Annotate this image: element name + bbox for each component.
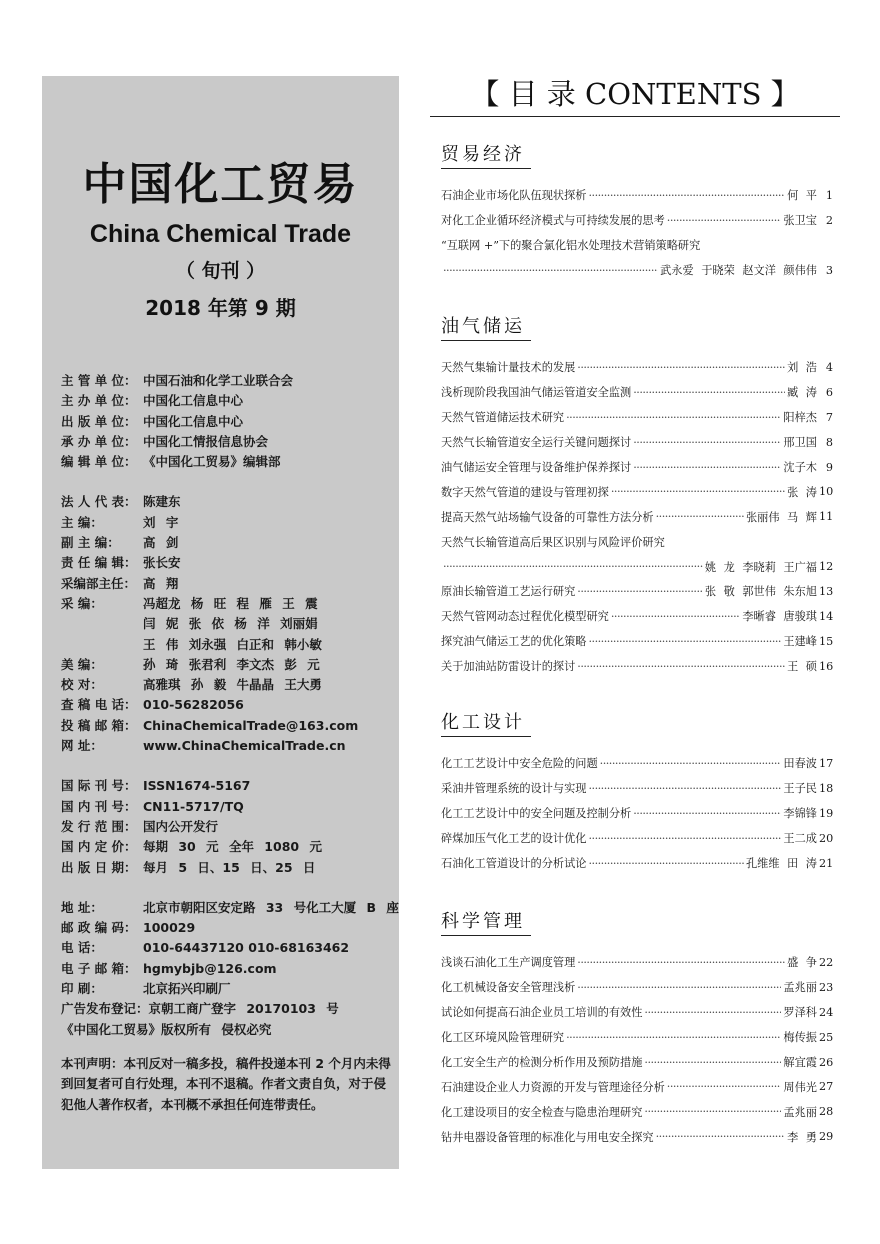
toc-entry-title: 天然气长输管道高后果区识别与风险评价研究 <box>441 535 665 549</box>
info-label: 承 办 单 位： <box>61 433 137 449</box>
toc-entry-author: 周伟光 <box>783 1080 817 1094</box>
info-label: 查 稿 电 话： <box>61 697 137 713</box>
toc-entry-title: 天然气集输计量技术的发展 <box>441 361 576 375</box>
toc-entry[interactable] <box>441 975 833 1000</box>
toc-entry-author: 李锦锋 <box>783 807 817 821</box>
toc-entry-page: 25 <box>819 1030 834 1044</box>
toc-entry-author: 王 硕 <box>787 660 817 674</box>
info-value: 高雅琪 孙 毅 牛晶晶 王大勇 <box>143 677 322 693</box>
toc-entry-author: 刘 浩 <box>787 361 817 375</box>
toc-entry[interactable] <box>441 258 833 283</box>
info-row <box>61 371 396 391</box>
info-label: 国 际 刊 号： <box>61 778 137 794</box>
toc-entry-title: 原油长输管道工艺运行研究 <box>441 585 576 599</box>
info-group-publication <box>61 776 396 877</box>
toc-entry-author: 王建峰 <box>783 635 817 649</box>
masthead-panel <box>42 76 399 1169</box>
toc-entry[interactable] <box>441 629 833 654</box>
toc-entry-title: 油气储运安全管理与设备维护保养探讨 <box>441 461 632 474</box>
info-row <box>61 492 396 512</box>
toc-entry[interactable] <box>441 1099 833 1124</box>
toc-entry-title: 试论如何提高石油企业员工培训的有效性 <box>441 1006 643 1020</box>
toc-entry-page: 20 <box>819 831 834 845</box>
info-label: 责 任 编 辑： <box>61 555 137 571</box>
toc-dot-leader <box>611 485 785 498</box>
info-row <box>61 716 396 736</box>
info-label: 国 内 定 价： <box>61 839 137 855</box>
toc-entry[interactable] <box>441 801 833 826</box>
section-title: 科学管理 <box>441 907 531 936</box>
toc-dot-leader <box>443 264 658 277</box>
info-row <box>61 858 396 878</box>
info-value: 每期 30 元 全年 1080 元 <box>143 839 322 855</box>
toc-entry[interactable] <box>441 455 833 480</box>
toc-entry-title: 石油建设企业人力资源的开发与管理途径分析 <box>441 1080 665 1094</box>
info-value: 陈建东 <box>143 494 181 510</box>
contents-header <box>430 68 840 117</box>
toc-entry-author: 王子民 <box>783 782 817 796</box>
info-value: 100029 <box>143 920 196 936</box>
editorial-notice: 本刊声明：本刊反对一稿多投，稿件投递本刊 2 个月内未得到回复者可自行处理，本刊不退稿。作者文责自负，对于侵犯他人著作权者，本刊概不承担任何连带责任。 <box>61 1055 391 1112</box>
toc-entry-author: 沈子木 <box>783 461 817 474</box>
toc-entry-author: 孟兆丽 <box>783 1105 817 1119</box>
toc-entry-author: 武永爱 于晓荣 赵文洋 颜伟伟 <box>660 264 817 278</box>
magazine-title-en: China Chemical Trade <box>89 220 352 248</box>
info-row <box>61 614 396 634</box>
toc-entry-title: 化工工艺设计中的安全问题及控制分析 <box>441 807 632 821</box>
toc-dot-leader <box>588 857 743 870</box>
info-label: 美 编： <box>61 656 103 672</box>
info-label: 主 办 单 位： <box>61 393 137 409</box>
contents-heading: 【 目 录 CONTENTS 】 <box>470 77 800 111</box>
toc-entry-title: 天然气管网动态过程优化模型研究 <box>441 610 609 624</box>
info-label: 印 刷： <box>61 981 103 997</box>
toc-entry[interactable] <box>441 579 833 604</box>
toc-entry[interactable] <box>441 851 833 876</box>
issue-number: 2018 年第 9 期 <box>145 296 296 320</box>
info-value: hgmybjb@126.com <box>143 960 277 976</box>
toc-dot-leader <box>644 1006 781 1019</box>
info-row <box>61 797 396 817</box>
info-value: 张长安 <box>143 555 181 571</box>
toc-entry-page: 8 <box>825 435 833 449</box>
info-value: 闫 妮 张 依 杨 洋 刘丽娟 <box>143 616 318 632</box>
toc-dot-leader <box>577 361 785 374</box>
toc-dot-leader <box>577 585 703 598</box>
toc-entry-title: 化工安全生产的检测分析作用及预防措施 <box>441 1056 643 1069</box>
toc-entry-title: 对化工企业循环经济模式与可持续发展的思考 <box>441 214 665 228</box>
toc-entry-author: 何 平 <box>787 189 817 203</box>
info-row <box>61 918 396 938</box>
toc-entry-title: 采油井管理系统的设计与实现 <box>441 782 587 796</box>
toc-entry-page: 19 <box>819 806 834 820</box>
toc-entry-page: 21 <box>819 856 834 870</box>
info-row <box>61 594 396 614</box>
toc-entry[interactable] <box>441 826 833 851</box>
info-label <box>61 614 143 634</box>
info-label: 电 子 邮 箱： <box>61 960 137 976</box>
toc-dot-leader <box>577 660 785 673</box>
toc-entry-page: 16 <box>819 659 834 673</box>
toc-dot-leader <box>656 510 744 523</box>
info-value: 王 伟 刘永强 白正和 韩小敏 <box>143 636 322 652</box>
publication-info <box>61 371 399 1115</box>
toc-entry-page: 23 <box>819 980 834 994</box>
toc-entry-page: 15 <box>819 634 834 648</box>
section-title: 贸易经济 <box>441 140 531 169</box>
toc-entry-page: 29 <box>819 1130 834 1144</box>
info-label: 出 版 日 期： <box>61 859 137 875</box>
toc-entry-title: 化工建设项目的安全检查与隐患治理研究 <box>441 1105 643 1119</box>
info-value: 中国化工情报信息协会 <box>143 433 269 449</box>
toc-entry[interactable] <box>441 504 833 529</box>
toc-dot-leader <box>577 956 785 969</box>
toc-dot-leader <box>566 411 781 424</box>
info-row <box>61 391 396 411</box>
toc-entry[interactable] <box>441 479 833 504</box>
toc-entry-page: 11 <box>819 510 834 524</box>
info-label: 出 版 单 位： <box>61 413 137 429</box>
toc-entry-page: 2 <box>825 213 833 227</box>
info-group-organizations <box>61 371 396 472</box>
info-value: 北京市朝阳区安定路 33 号化工大厦 B 座 <box>143 899 399 915</box>
info-value: 010-56282056 <box>143 697 244 713</box>
toc-entry-title: 石油企业市场化队伍现状探析 <box>441 189 587 203</box>
toc-entry-page: 6 <box>825 385 833 399</box>
info-row <box>61 635 396 655</box>
toc-entry-author: 阳梓杰 <box>783 411 817 425</box>
info-label: 电 话： <box>61 940 103 956</box>
info-row <box>61 432 396 452</box>
toc-entry[interactable] <box>441 233 833 258</box>
toc-dot-leader <box>588 635 781 648</box>
toc-entry-author: 臧 涛 <box>787 386 817 400</box>
info-row <box>61 553 396 573</box>
toc-dot-leader <box>656 1130 785 1143</box>
toc-entry[interactable] <box>441 604 833 629</box>
toc-entry-page: 4 <box>825 360 833 374</box>
toc-entry[interactable] <box>441 1124 833 1149</box>
magazine-title-cn: 中国化工贸易 <box>82 159 359 210</box>
toc-entry[interactable] <box>441 430 833 455</box>
info-value: 中国化工信息中心 <box>143 413 244 429</box>
toc-dot-leader <box>633 461 781 474</box>
info-label: 编 辑 单 位： <box>61 454 137 470</box>
toc-entry-title: 浅谈石油化工生产调度管理 <box>441 956 576 970</box>
info-row <box>61 736 396 756</box>
toc-entry-title: 探究油气储运工艺的优化策略 <box>441 635 587 649</box>
toc-entry-author: 姚 龙 李晓莉 王广福 <box>704 560 817 574</box>
toc-entry[interactable] <box>441 183 833 208</box>
info-row <box>61 938 396 958</box>
toc-entry-author: 盛 争 <box>787 956 817 970</box>
toc-dot-leader <box>577 981 781 994</box>
info-label: 采编部主任： <box>61 575 137 591</box>
toc-entry-author: 王二成 <box>783 832 817 846</box>
toc-entry-page: 13 <box>819 584 834 598</box>
toc-entry-title: 钻井电器设备管理的标准化与用电安全探究 <box>441 1130 654 1144</box>
toc-entry-title: 化工工艺设计中安全危险的问题 <box>441 757 598 771</box>
info-label: 发 行 范 围： <box>61 818 137 834</box>
toc-entry-author: 田春波 <box>783 757 817 771</box>
info-label <box>61 635 143 655</box>
toc-entry-page: 26 <box>819 1055 834 1069</box>
toc-dot-leader <box>443 560 703 573</box>
info-label: 地 址： <box>61 899 103 915</box>
section-title: 化工设计 <box>441 708 531 737</box>
toc-entry-author: 邢卫国 <box>783 436 817 450</box>
toc-entry-page: 22 <box>819 955 834 969</box>
toc-entry-title: 提高天然气站场输气设备的可靠性方法分析 <box>441 510 654 524</box>
toc-entry-author: 张 涛 <box>787 485 817 499</box>
info-label: 投 稿 邮 箱： <box>61 717 137 733</box>
toc-entry-author: 张卫宝 <box>783 214 817 228</box>
toc-entry-author: 孔维维 田 涛 <box>745 857 817 870</box>
toc-entry[interactable] <box>441 751 833 776</box>
info-row <box>61 655 396 675</box>
info-value: 《中国化工贸易》编辑部 <box>143 454 281 470</box>
section-title: 油气储运 <box>441 312 531 341</box>
toc-entry[interactable] <box>441 1074 833 1099</box>
toc-entry-title: 关于加油站防雷设计的探讨 <box>441 660 576 674</box>
info-row <box>61 574 396 594</box>
section-chemical-design <box>441 708 833 875</box>
info-row <box>61 837 396 857</box>
toc-dot-leader <box>600 757 782 770</box>
toc-dot-leader <box>633 807 781 820</box>
toc-entry[interactable] <box>441 355 833 380</box>
toc-entry-page: 14 <box>819 609 834 623</box>
toc-entry[interactable] <box>441 776 833 801</box>
toc-entry[interactable] <box>441 654 833 679</box>
toc-entry-author: 罗泽科 <box>783 1006 817 1020</box>
info-row <box>61 513 396 533</box>
toc-entry-page: 10 <box>819 485 834 499</box>
info-value: www.ChinaChemicalTrade.cn <box>143 738 346 754</box>
toc-entry-page: 7 <box>825 410 833 424</box>
info-row <box>61 776 396 796</box>
toc-entry[interactable] <box>441 405 833 430</box>
toc-entry[interactable] <box>441 1000 833 1025</box>
toc-dot-leader <box>644 1056 781 1069</box>
info-value: 中国化工信息中心 <box>143 393 244 409</box>
toc-entry-title: 数字天然气管道的建设与管理初探 <box>441 485 609 499</box>
info-value: CN11-5717/TQ <box>143 798 244 814</box>
toc-entry[interactable] <box>441 1050 833 1075</box>
info-value: 北京拓兴印刷厂 <box>143 981 231 997</box>
info-row <box>61 979 396 999</box>
info-row <box>61 695 396 715</box>
info-value: ISSN1674-5167 <box>143 778 251 794</box>
toc-entry-author: 孟兆丽 <box>783 981 817 995</box>
section-oil-gas-storage <box>441 312 833 679</box>
toc-entry[interactable] <box>441 529 833 554</box>
info-label: 主 编： <box>61 514 103 530</box>
publication-frequency: （ 旬刊 ） <box>175 260 266 282</box>
toc-dot-leader <box>588 189 785 202</box>
toc-entry-title: 天然气管道储运技术研究 <box>441 411 565 425</box>
toc-entry-author: 梅传振 <box>783 1031 817 1045</box>
toc-entry[interactable] <box>441 950 833 975</box>
toc-entry-author: 张丽伟 马 辉 <box>745 510 817 524</box>
toc-entry-title: 化工区环境风险管理研究 <box>441 1031 565 1045</box>
toc-dot-leader <box>667 1080 782 1093</box>
info-row <box>61 675 396 695</box>
toc-entry-page: 28 <box>819 1105 834 1119</box>
info-value: 高 剑 <box>143 535 179 551</box>
info-row <box>61 817 396 837</box>
toc-entry-page: 24 <box>819 1005 834 1019</box>
toc-dot-leader <box>667 214 782 227</box>
toc-entry[interactable] <box>441 208 833 233</box>
toc-entry-page: 12 <box>819 560 834 574</box>
toc-entry-author: 李晰睿 唐骏琪 <box>742 610 817 624</box>
toc-entry-title: 石油化工管道设计的分析试论 <box>441 857 587 870</box>
toc-dot-leader <box>588 782 781 795</box>
toc-entry-page: 18 <box>819 781 834 795</box>
info-row <box>61 959 396 979</box>
toc-dot-leader <box>633 386 785 399</box>
info-row <box>61 412 396 432</box>
info-value: 高 翔 <box>143 575 179 591</box>
info-group-contact <box>61 898 399 999</box>
toc-dot-leader <box>588 832 781 845</box>
info-label: 法 人 代 表： <box>61 494 137 510</box>
toc-dot-leader <box>611 610 740 623</box>
info-value: 每月 5 日、15 日、25 日 <box>143 859 316 875</box>
info-label: 采 编： <box>61 595 103 611</box>
info-value: 010-64437120 010-68163462 <box>143 940 350 956</box>
toc-entry-title: 碎煤加压气化工艺的设计优化 <box>441 832 587 846</box>
info-row <box>61 452 396 472</box>
toc-entry-title: 化工机械设备安全管理浅析 <box>441 981 576 995</box>
toc-entry-author: 张 敬 郭世伟 朱东旭 <box>704 585 817 599</box>
toc-entry-title: “互联网 +”下的聚合氯化铝水处理技术营销策略研究 <box>441 239 701 253</box>
toc-entry-title: 浅析现阶段我国油气储运管道安全监测 <box>441 386 632 400</box>
section-trade-economy <box>441 140 833 283</box>
info-label: 主 管 单 位： <box>61 373 137 388</box>
toc-entry[interactable] <box>441 380 833 405</box>
info-label: 副 主 编： <box>61 535 120 551</box>
info-label: 校 对： <box>61 677 103 693</box>
info-row <box>61 533 396 553</box>
ad-registration: 广告发布登记：京朝工商广登字 20170103 号 <box>61 1001 339 1017</box>
info-group-staff <box>61 492 396 756</box>
toc-entry-author: 李 勇 <box>787 1130 817 1144</box>
toc-entry-page: 27 <box>819 1080 834 1094</box>
copyright: 《中国化工贸易》版权所有 侵权必究 <box>61 1021 272 1037</box>
toc-entry-page: 3 <box>825 263 833 277</box>
toc-dot-leader <box>566 1031 781 1044</box>
info-value: 刘 宇 <box>143 514 179 530</box>
toc-entry-author: 解宜霞 <box>783 1056 817 1069</box>
info-value: 国内公开发行 <box>143 818 219 834</box>
toc-entry-page: 1 <box>825 188 833 202</box>
toc-entry[interactable] <box>441 1025 833 1050</box>
info-value: 冯超龙 杨 旺 程 雁 王 震 <box>143 595 318 611</box>
toc-entry-title: 天然气长输管道安全运行关键问题探讨 <box>441 436 632 450</box>
info-label: 邮 政 编 码： <box>61 920 137 936</box>
info-value: 孙 琦 张君利 李文杰 彭 元 <box>143 656 320 672</box>
toc-entry[interactable] <box>441 554 833 579</box>
info-value: ChinaChemicalTrade@163.com <box>143 717 359 733</box>
info-value: 中国石油和化学工业联合会 <box>143 373 294 388</box>
info-label: 国 内 刊 号： <box>61 798 137 814</box>
toc-entry-page: 9 <box>825 460 833 474</box>
section-science-management <box>441 907 833 1149</box>
info-row <box>61 898 399 918</box>
toc-dot-leader <box>644 1105 781 1118</box>
toc-entry-page: 17 <box>819 756 834 770</box>
toc-dot-leader <box>633 436 781 449</box>
info-label: 网 址： <box>61 738 103 754</box>
